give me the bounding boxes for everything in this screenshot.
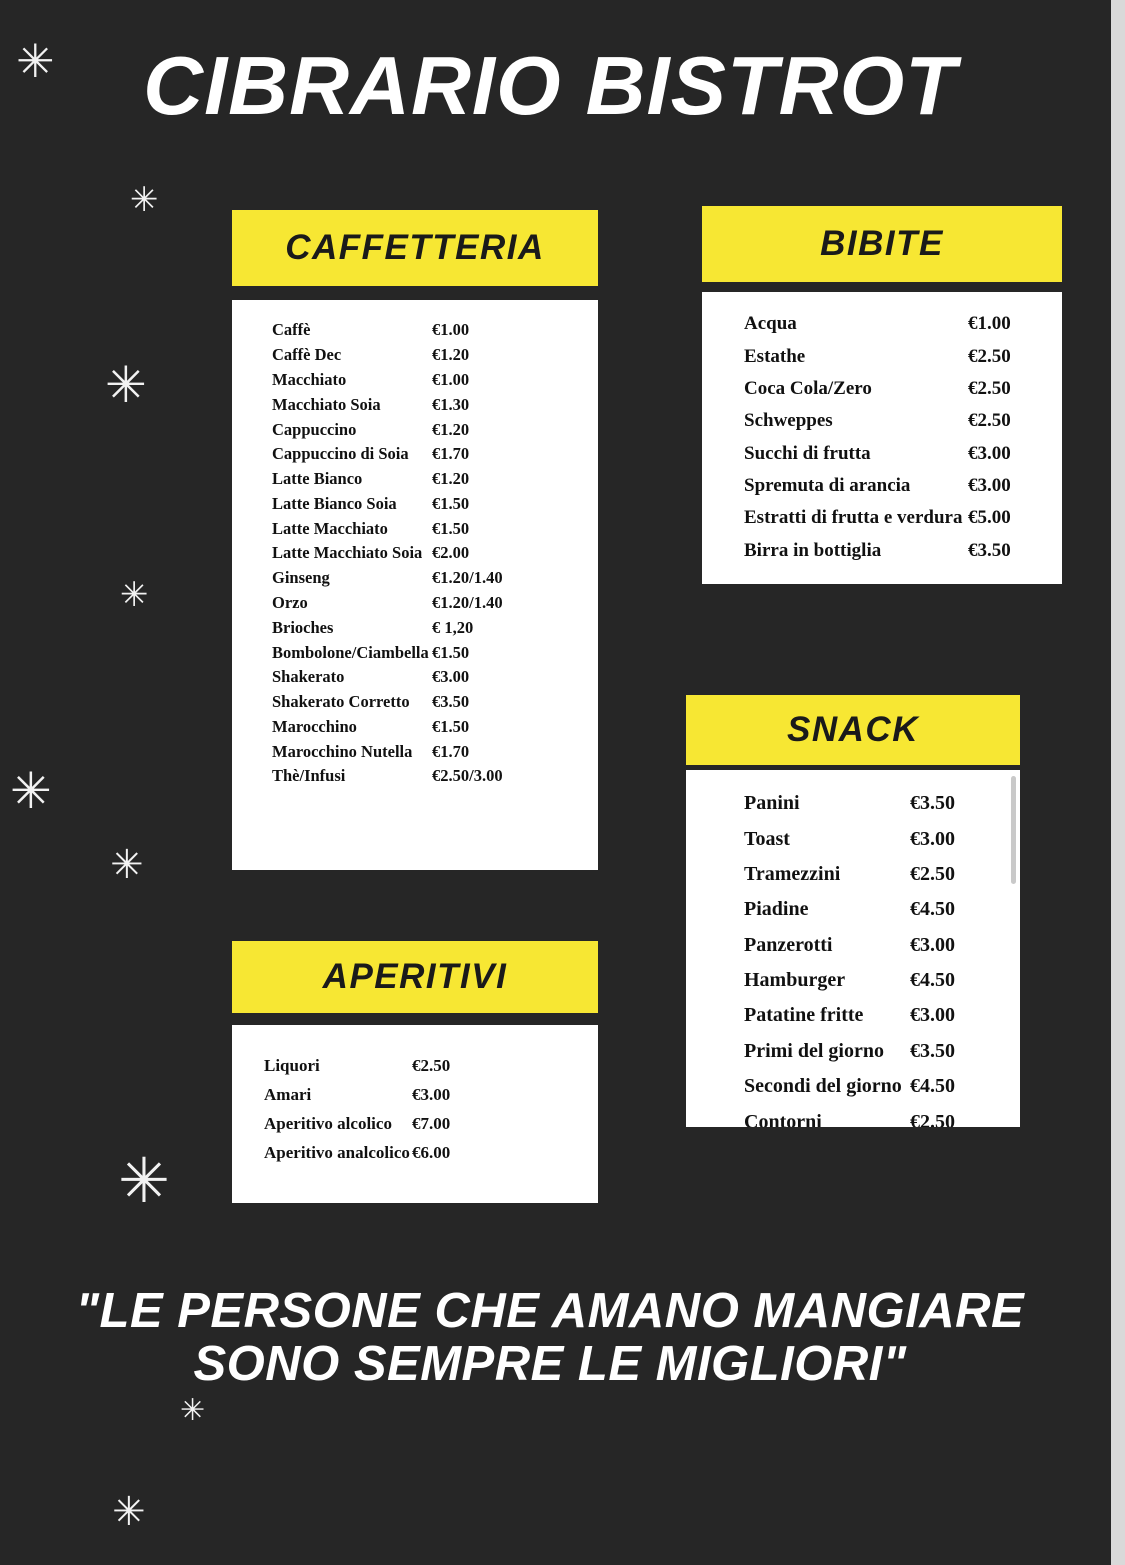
- quote-line-2: SONO SEMPRE LE MIGLIORI": [193, 1336, 907, 1391]
- section-header-snack: SNACK: [686, 695, 1020, 765]
- menu-item: [702, 308, 1062, 340]
- item-price: €1.20/1.40: [432, 592, 503, 612]
- item-price: €2.50: [910, 1110, 955, 1127]
- menu-item: [702, 438, 1062, 470]
- item-name: Toast: [744, 827, 790, 850]
- item-price: €3.00: [968, 475, 1011, 497]
- item-price: €1.20/1.40: [432, 568, 503, 588]
- section-body-snack: [686, 770, 1020, 1127]
- item-price: €1.70: [432, 444, 470, 464]
- menu-item: [702, 373, 1062, 405]
- item-name: Panini: [744, 792, 800, 815]
- menu-item: [702, 470, 1062, 502]
- item-price: €3.00: [968, 442, 1011, 464]
- item-name: Caffè: [272, 320, 311, 340]
- item-price: €2.00: [432, 543, 470, 563]
- item-name: Estratti di frutta e verdura: [744, 507, 963, 529]
- menu-item: [232, 566, 598, 591]
- item-price: €1.00: [432, 369, 470, 389]
- item-name: Contorni: [744, 1110, 822, 1127]
- item-price: €1.50: [432, 642, 470, 662]
- sparkle-icon: ✳: [105, 356, 147, 414]
- item-price: €5.00: [968, 507, 1011, 529]
- menu-item: [232, 318, 598, 343]
- item-price: €2.50: [968, 410, 1011, 432]
- item-name: Tramezzini: [744, 862, 841, 885]
- page-edge-strip: [1111, 0, 1125, 1565]
- item-name: Macchiato Soia: [272, 394, 381, 414]
- item-price: €1.50: [432, 716, 470, 736]
- menu-item: [702, 405, 1062, 437]
- item-price: €2.50: [968, 345, 1011, 367]
- item-name: Aperitivo analcolico: [264, 1142, 410, 1162]
- item-price: €7.00: [412, 1113, 451, 1133]
- menu-item: [232, 392, 598, 417]
- menu-item: [686, 786, 1020, 821]
- item-price: €1.20: [432, 469, 470, 489]
- menu-item: [686, 963, 1020, 998]
- item-price: €1.00: [968, 313, 1011, 335]
- item-price: €3.50: [432, 692, 470, 712]
- item-name: Primi del giorno: [744, 1039, 884, 1062]
- item-name: Panzerotti: [744, 933, 833, 956]
- item-name: Liquori: [264, 1055, 320, 1075]
- section-header-aperitivi: APERITIVI: [232, 941, 598, 1013]
- menu-item: [232, 442, 598, 467]
- item-name: Orzo: [272, 592, 308, 612]
- item-name: Schweppes: [744, 410, 833, 432]
- section-body-aperitivi: [232, 1025, 598, 1203]
- menu-item: [232, 690, 598, 715]
- menu-item: [686, 1069, 1020, 1104]
- item-price: €1.20: [432, 345, 470, 365]
- sparkle-icon: ✳: [10, 762, 52, 820]
- item-name: Ginseng: [272, 568, 330, 588]
- item-name: Coca Cola/Zero: [744, 377, 872, 399]
- item-price: €4.50: [910, 1075, 955, 1098]
- item-name: Estathe: [744, 345, 806, 367]
- item-price: €2.50: [968, 377, 1011, 399]
- menu-item: [232, 1109, 598, 1138]
- item-name: Bombolone/Ciambella: [272, 642, 429, 662]
- page-title: CIBRARIO BISTROT: [143, 39, 957, 132]
- section-caffetteria: [232, 210, 598, 870]
- item-price: €3.50: [968, 539, 1011, 561]
- item-price: €3.50: [910, 792, 955, 815]
- item-price: €1.50: [432, 493, 470, 513]
- item-price: €4.50: [910, 969, 955, 992]
- menu-item: [702, 535, 1062, 567]
- item-price: €1.70: [432, 741, 470, 761]
- item-name: Patatine fritte: [744, 1004, 864, 1027]
- menu-item: [702, 502, 1062, 534]
- menu-item: [232, 368, 598, 393]
- menu-item: [702, 340, 1062, 372]
- item-name: Latte Macchiato Soia: [272, 543, 423, 563]
- menu-item: [232, 715, 598, 740]
- item-price: €1.30: [432, 394, 470, 414]
- item-name: Hamburger: [744, 969, 846, 992]
- menu-item: [232, 764, 598, 789]
- menu-item: [232, 665, 598, 690]
- menu-item: [232, 491, 598, 516]
- menu-item: [232, 1138, 598, 1167]
- item-name: Shakerato: [272, 667, 345, 687]
- item-name: Macchiato: [272, 369, 347, 389]
- sparkle-icon: ✳: [130, 180, 159, 220]
- item-name: Cappuccino: [272, 419, 357, 439]
- section-body-bibite: [702, 292, 1062, 584]
- item-name: Secondi del giorno: [744, 1075, 902, 1098]
- item-name: Succhi di frutta: [744, 442, 871, 464]
- menu-item: [232, 640, 598, 665]
- item-price: €2.50/3.00: [432, 766, 503, 786]
- sparkle-icon: ✳: [110, 842, 144, 888]
- item-price: €3.00: [412, 1084, 451, 1104]
- section-header-bibite: BIBITE: [702, 206, 1062, 282]
- menu-item: [232, 591, 598, 616]
- item-name: Aperitivo alcolico: [264, 1113, 392, 1133]
- section-body-caffetteria: [232, 300, 598, 870]
- sparkle-icon: ✳: [120, 575, 149, 615]
- sparkle-icon: ✳: [16, 34, 55, 88]
- item-price: € 1,20: [432, 617, 474, 637]
- menu-item: [232, 417, 598, 442]
- item-price: €3.00: [910, 1004, 955, 1027]
- item-price: €4.50: [910, 898, 955, 921]
- menu-item: [686, 1034, 1020, 1069]
- item-price: €1.20: [432, 419, 470, 439]
- menu-item: [232, 467, 598, 492]
- menu-item: [686, 857, 1020, 892]
- menu-item: [232, 1051, 598, 1080]
- sparkle-icon: ✳: [180, 1393, 206, 1428]
- menu-item: [232, 1080, 598, 1109]
- item-name: Brioches: [272, 617, 334, 637]
- item-name: Spremuta di arancia: [744, 475, 911, 497]
- menu-item: [232, 739, 598, 764]
- menu-item: [686, 928, 1020, 963]
- menu-item: [686, 821, 1020, 856]
- item-price: €2.50: [412, 1055, 451, 1075]
- menu-item: [686, 892, 1020, 927]
- item-name: Marocchino: [272, 716, 357, 736]
- item-price: €3.00: [910, 933, 955, 956]
- item-name: Shakerato Corretto: [272, 692, 410, 712]
- footer-quote: [0, 1285, 1100, 1391]
- quote-line-1: "LE PERSONE CHE AMANO MANGIARE: [75, 1284, 1025, 1338]
- item-price: €3.00: [910, 827, 955, 850]
- item-name: Latte Bianco: [272, 469, 363, 489]
- sparkle-icon: ✳: [112, 1489, 146, 1535]
- section-header-caffetteria: CAFFETTERIA: [232, 210, 598, 286]
- menu-item: [232, 541, 598, 566]
- item-price: €3.50: [910, 1039, 955, 1062]
- item-name: Latte Bianco Soia: [272, 493, 397, 513]
- item-name: Piadine: [744, 898, 809, 921]
- sparkle-icon: ✳: [118, 1144, 170, 1217]
- menu-item: [232, 615, 598, 640]
- item-price: €2.50: [910, 862, 955, 885]
- item-name: Caffè Dec: [272, 345, 342, 365]
- menu-item: [232, 343, 598, 368]
- item-name: Latte Macchiato: [272, 518, 388, 538]
- section-snack: [686, 695, 1020, 1127]
- section-aperitivi: [232, 941, 598, 1203]
- item-name: Birra in bottiglia: [744, 539, 882, 561]
- menu-item: [686, 1104, 1020, 1127]
- item-name: Thè/Infusi: [272, 766, 346, 786]
- menu-item: [686, 998, 1020, 1033]
- section-bibite: [702, 206, 1062, 584]
- item-name: Marocchino Nutella: [272, 741, 413, 761]
- menu-item: [232, 516, 598, 541]
- item-price: €3.00: [432, 667, 470, 687]
- item-price: €1.50: [432, 518, 470, 538]
- snack-scrollbar[interactable]: [1011, 776, 1016, 884]
- item-name: Cappuccino di Soia: [272, 444, 409, 464]
- item-name: Acqua: [744, 313, 797, 335]
- item-price: €6.00: [412, 1142, 451, 1162]
- item-name: Amari: [264, 1084, 312, 1104]
- item-price: €1.00: [432, 320, 470, 340]
